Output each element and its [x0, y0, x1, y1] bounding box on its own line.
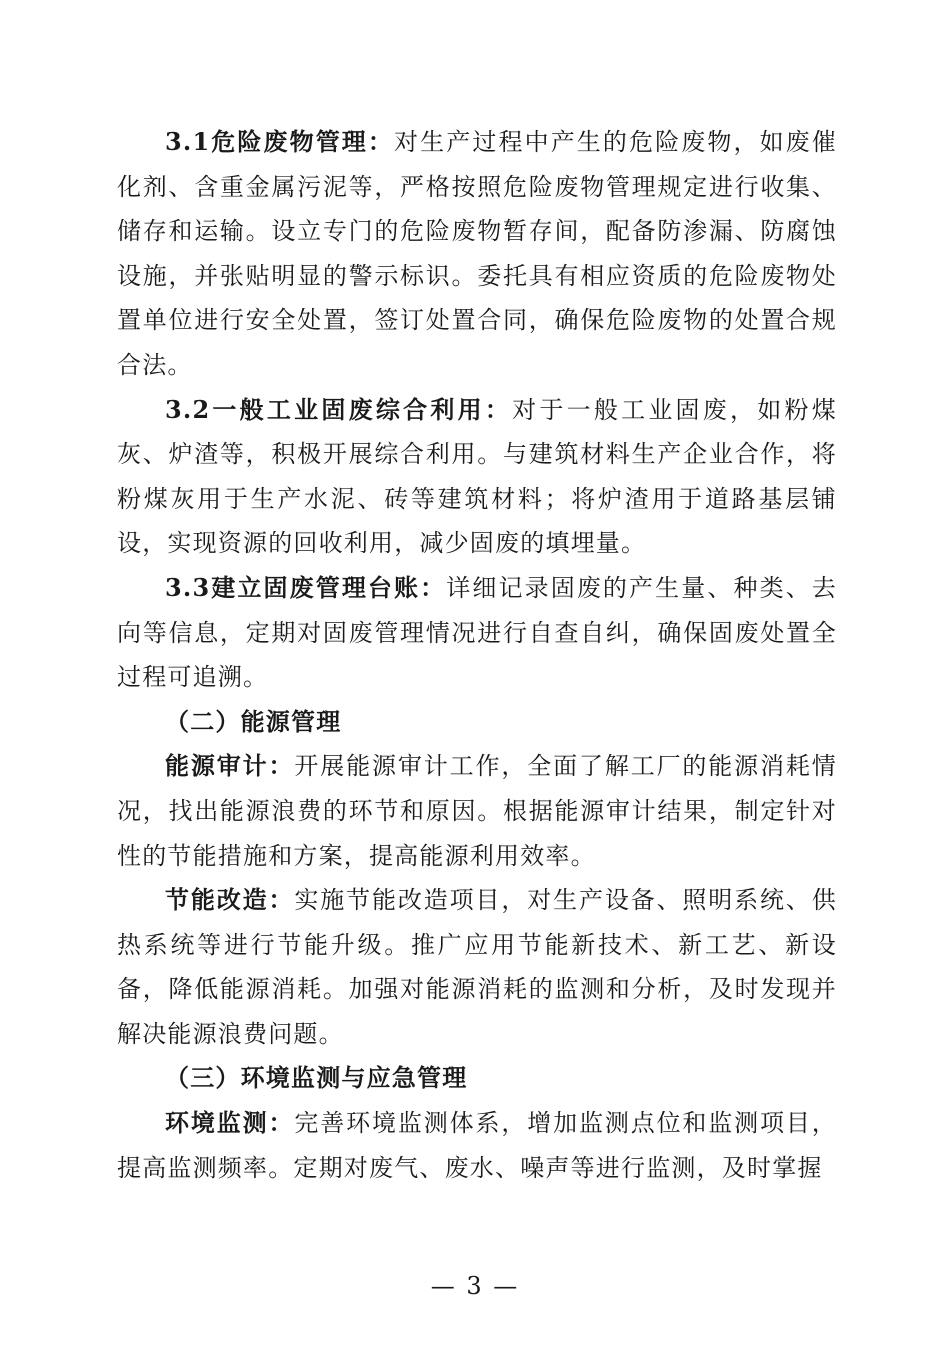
section-title-monitoring: （三）环境监测与应急管理	[165, 1063, 468, 1093]
paragraph-heading: 3.3建立固废管理台账：	[165, 572, 447, 602]
paragraph-heading: 环境监测：	[165, 1108, 295, 1138]
paragraph-environment-monitoring	[117, 1101, 837, 1190]
paragraph-body: 详细记录固废的产生量、种类、去向等信息，定期对固废管理情况进行自查自纠，确保固废处置全过程可追溯。	[117, 573, 838, 692]
paragraph-energy-retrofit	[117, 878, 837, 1056]
paragraph-body: 对于一般工业固废，如粉煤灰、炉渣等，积极开展综合利用。与建筑材料生产企业合作，将粉煤灰用于生产水泥、砖等建筑材料；将炉渣用于道路基层铺设，实现资源的回收利用，减少固废的填埋量。	[117, 395, 837, 558]
paragraph-heading: 3.1危险废物管理：	[165, 127, 395, 156]
paragraph-heading: 能源审计：	[165, 751, 295, 781]
paragraph-body: 完善环境监测体系，增加监测点位和监测项目，提高监测频率。定期对废气、废水、噪声等进行监测，及时掌握	[117, 1109, 837, 1182]
paragraph-general-solid-waste	[117, 388, 837, 566]
section-title-energy: （二）能源管理	[165, 706, 342, 736]
paragraph-energy-audit	[117, 744, 837, 878]
paragraph-solid-waste-ledger	[117, 566, 837, 700]
document-page	[117, 120, 837, 1190]
paragraph-heading: 3.2一般工业固废综合利用：	[165, 394, 513, 424]
paragraph-body: 实施节能改造项目，对生产设备、照明系统、供热系统等进行节能升级。推广应用节能新技术、新工艺、新设备，降低能源消耗。加强对能源消耗的监测和分析，及时发现并解决能源浪费问题。	[117, 886, 837, 1048]
page-number: — 3 —	[430, 1272, 520, 1300]
paragraph-body: 开展能源审计工作，全面了解工厂的能源消耗情况，找出能源浪费的环节和原因。根据能源审计结果，制定针对性的节能措施和方案，提高能源利用效率。	[117, 752, 837, 870]
paragraph-hazardous-waste	[117, 120, 837, 388]
paragraph-body: 对生产过程中产生的危险废物，如废催化剂、含重金属污泥等，严格按照危险废物管理规定进行收集、储存和运输。设立专门的危险废物暂存间，配备防渗漏、防腐蚀设施，并张贴明显的警示标识。委托具有相应资质的危险废物处置单位进行安全处置，签订处置合同，确保危险废物的处置合规合法。	[117, 128, 837, 379]
paragraph-heading: 节能改造：	[165, 885, 295, 915]
